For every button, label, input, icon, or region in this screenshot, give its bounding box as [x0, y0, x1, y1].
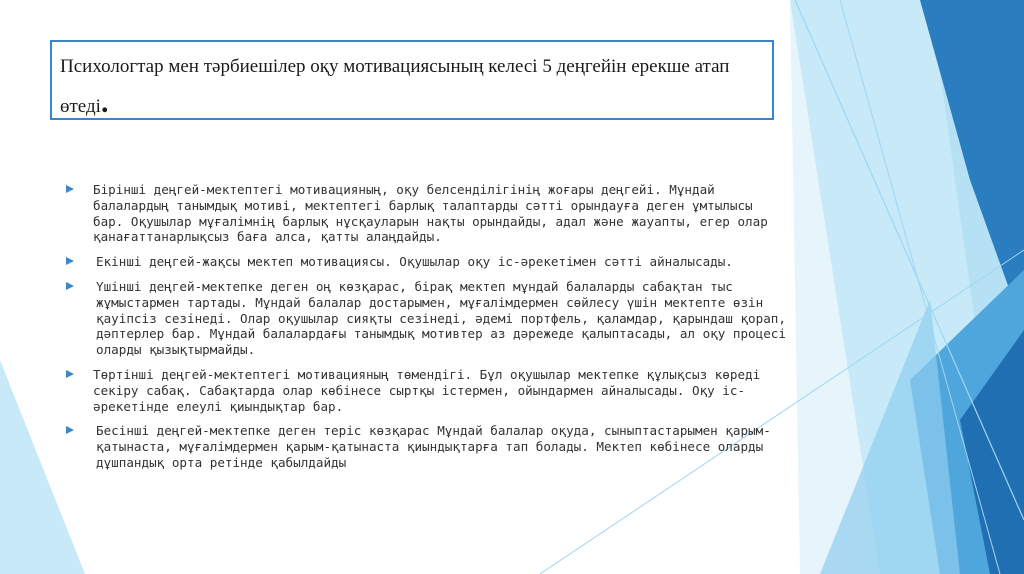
list-item-text: Төртінші деңгей-мектептегі мотивацияның төмендігі. Бұл оқушылар мектепке құлықсыз көреді секіру сабақ. Сабақтарда олар көбінесе сыртқы істермен, ойындармен айналысады. Оқу іс-әрекетінде елеулі қиындықтар бар.	[93, 366, 761, 414]
list-item	[66, 423, 786, 470]
page-title	[60, 47, 764, 127]
title-box	[50, 40, 774, 120]
list-item	[66, 279, 786, 358]
triangle-bullet-icon	[66, 282, 74, 290]
list-item-text: Бірінші деңгей-мектептегі мотивацияның, оқу белсенділігінің жоғары деңгейі. Мұндай балалардың танымдық мотиві, мектептегі барлық талаптарды сәтті орындауға деген ұмтылысы бар. Оқушылар мұғалімнің барлық нұсқауларын нақты орындайды, адал және жауапты, егер олар қанағаттанарлықсыз баға алса, қатты алаңдайды.	[93, 182, 768, 245]
triangle-bullet-icon	[66, 426, 74, 434]
list-item-text: Екінші деңгей-жақсы мектеп мотивациясы. Оқушылар оқу іс-әрекетімен сәтті айналысады.	[96, 254, 733, 270]
list-item-text: Бесінші деңгей-мектепке деген теріс көзқарас Мұндай балалар оқуда, сыныптастарымен қарым-қатынаста, мұғалімдермен қарым-қатынаста қиындықтарға тап болады. Мектеп көбінесе оларды дұшпандық орта ретінде қабылдайды	[96, 423, 771, 470]
bullet-list	[66, 182, 786, 480]
triangle-bullet-icon	[66, 185, 74, 193]
list-item	[66, 254, 786, 270]
triangle-bullet-icon	[66, 370, 74, 378]
title-period: .	[100, 86, 109, 119]
list-item	[66, 182, 786, 245]
list-item-text: Үшінші деңгей-мектепке деген оң көзқарас, бірақ мектеп мұндай балаларды сабақтан тыс жұмыстармен тартады. Мұндай балалар достарымен, мұғалімдермен сөйлесу үшін мектепте өзін қауіпсіз сезінеді. Олар оқушылар сияқты сезінеді, әдемі портфель, қаламдар, қарындаш қорап, дәптерлер бар. Мұндай балалардағы танымдық мотивтер аз дәрежеде қалыптасады, ал оқу процесі оларды қызықтырмайды.	[96, 278, 786, 358]
title-text: Психологтар мен тәрбиешілер оқу мотивациясының келесі 5 деңгейін ерекше атап өтеді	[60, 56, 730, 117]
list-item	[66, 367, 786, 414]
triangle-bullet-icon	[66, 257, 74, 265]
